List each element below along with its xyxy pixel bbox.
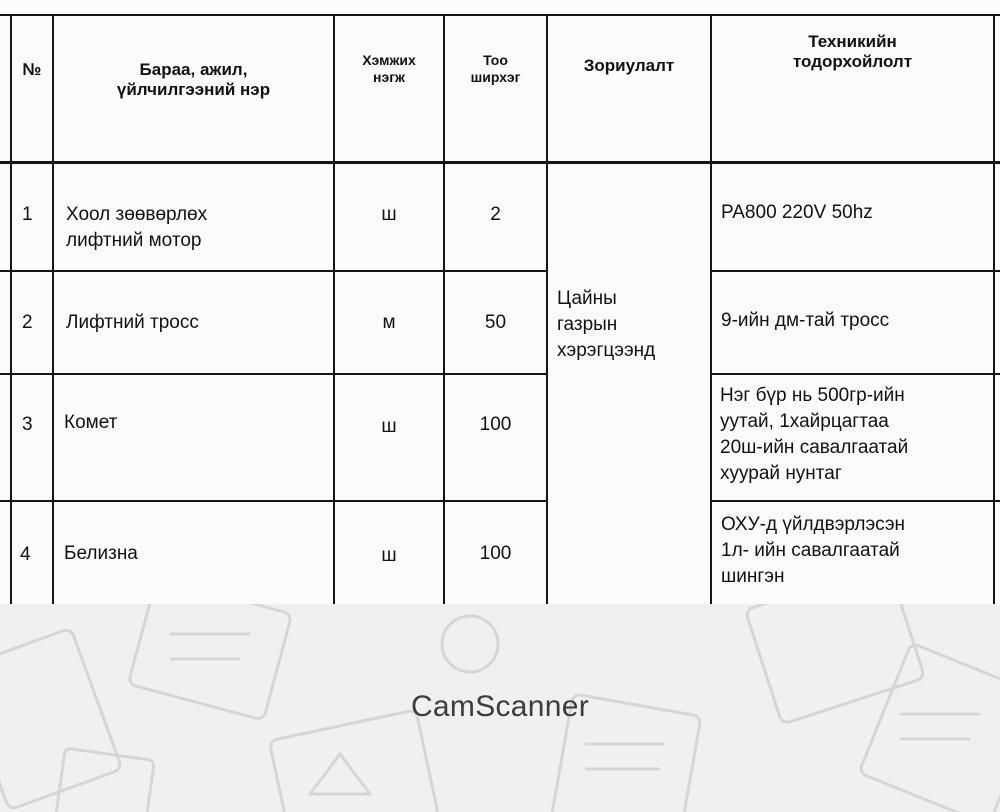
- row-number: 2: [22, 312, 33, 333]
- row-technical-spec: PA800 220V 50hz: [721, 202, 873, 223]
- column-divider: [993, 14, 995, 604]
- column-divider: [333, 14, 335, 604]
- column-divider: [710, 14, 712, 604]
- header-bottom-border: [0, 161, 1000, 164]
- row-item-name: Белизна: [64, 543, 138, 564]
- purpose-merged-cell: Цайны газрын хэрэгцээнд: [557, 288, 656, 361]
- row-divider: [710, 500, 1000, 502]
- row-number: 3: [22, 414, 33, 435]
- header-item-name: Бараа, ажил, үйлчилгээний нэр: [116, 60, 271, 99]
- header-quantity: Тоо ширхэг: [470, 52, 521, 85]
- header-number: №: [22, 60, 42, 79]
- row-item-name: Хоол зөөвөрлөх лифтний мотор: [66, 204, 208, 251]
- header-unit: Хэмжих нэгж: [362, 52, 416, 85]
- row-quantity: 100: [479, 543, 512, 564]
- column-divider: [10, 14, 12, 604]
- column-divider: [443, 14, 445, 604]
- row-divider: [0, 270, 548, 272]
- row-technical-spec: ОХУ-д үйлдвэрлэсэн 1л- ийн савалгаатай шингэн: [721, 514, 906, 587]
- row-divider: [710, 373, 1000, 375]
- header-purpose: Зориулалт: [583, 56, 675, 75]
- row-technical-spec: Нэг бүр нь 500гр-ийн уутай, 1хайрцагтаа 20ш-ийн савалгаатай хуурай нунтаг: [720, 385, 909, 484]
- row-divider: [0, 500, 548, 502]
- camscanner-watermark: CamScanner: [410, 690, 590, 723]
- row-unit: м: [382, 312, 396, 333]
- table-top-border: [0, 14, 1000, 16]
- row-unit: ш: [381, 204, 397, 225]
- header-technical-spec: Техникийн тодорхойлолт: [792, 32, 913, 71]
- row-unit: ш: [381, 416, 397, 437]
- column-divider: [52, 14, 54, 604]
- column-divider: [546, 14, 548, 604]
- row-item-name: Комет: [64, 412, 118, 433]
- row-number: 1: [22, 204, 33, 225]
- row-technical-spec: 9-ийн дм-тай тросс: [721, 310, 890, 331]
- row-number: 4: [20, 544, 31, 565]
- row-unit: ш: [381, 545, 397, 566]
- row-divider: [0, 373, 548, 375]
- row-quantity: 100: [479, 414, 512, 435]
- row-divider: [710, 270, 1000, 272]
- row-quantity: 2: [490, 204, 501, 225]
- row-quantity: 50: [484, 312, 507, 333]
- row-item-name: Лифтний тросс: [66, 312, 199, 333]
